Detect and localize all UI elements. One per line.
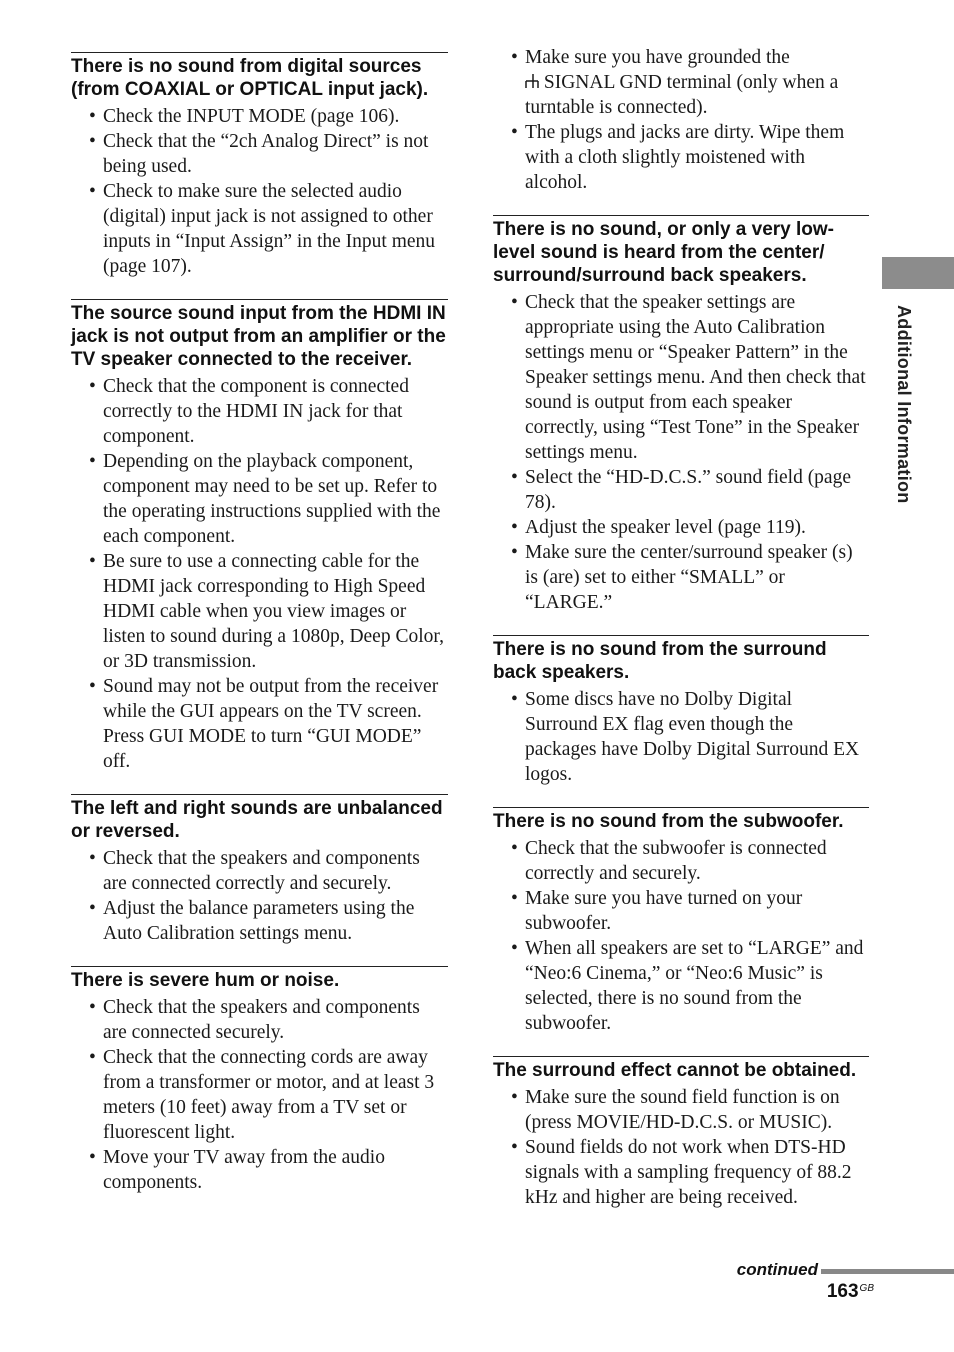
list-item: • Make sure the sound field function is on (press MOVIE/HD-D.C.S. or MUSIC).: [525, 1085, 869, 1135]
list-item: • Adjust the speaker level (page 119).: [525, 515, 869, 540]
bullet-list: [71, 846, 448, 946]
right-column: [493, 45, 869, 1230]
ground-text-after: SIGNAL GND terminal (only when a turntable is connected).: [525, 72, 839, 118]
section-heading: The left and right sounds are unbalanced or reversed.: [71, 798, 443, 842]
list-item: • Check that the speakers and components are connected correctly and securely.: [103, 846, 448, 896]
section-digital-sources: [71, 52, 448, 279]
continued-label: continued: [736, 1260, 818, 1279]
left-column: [71, 52, 448, 1215]
bullet-list-continued: [493, 45, 869, 195]
continued-bar: [821, 1269, 954, 1274]
list-item: • Depending on the playback component, component may need to be set up. Refer to the operating instructions supplied with the each component.: [103, 449, 448, 549]
section-left-right-unbalanced: [71, 794, 448, 946]
list-item: • Be sure to use a connecting cable for the HDMI jack corresponding to High Speed HDMI cable when you view images or listen to sound during a 1080p, Deep Color, or 3D transmission.: [103, 549, 448, 674]
section-surround-back: [493, 635, 869, 787]
bullet-list: [71, 374, 448, 774]
list-item: • The plugs and jacks are dirty. Wipe them with a cloth slightly moistened with alcohol.: [525, 120, 869, 195]
side-tab-label: Additional Information: [894, 305, 914, 504]
list-item: • Check that the “2ch Analog Direct” is not being used.: [103, 129, 448, 179]
section-center-surround-low: [493, 215, 869, 615]
bullet-list: [493, 687, 869, 787]
list-item: • Select the “HD-D.C.S.” sound field (page 78).: [525, 465, 869, 515]
list-item: • Sound fields do not work when DTS-HD signals with a sampling frequency of 88.2 kHz and higher are being received.: [525, 1135, 869, 1210]
list-item: • Make sure the center/surround speaker (s) is (are) set to either “SMALL” or “LARGE.”: [525, 540, 869, 615]
list-item: • When all speakers are set to “LARGE” and “Neo:6 Cinema,” or “Neo:6 Music” is selected, there is no sound from the subwoofer.: [525, 936, 869, 1036]
section-heading: There is no sound from the subwoofer.: [493, 811, 844, 832]
list-item: • Check that the subwoofer is connected correctly and securely.: [525, 836, 869, 886]
bullet-list: [493, 836, 869, 1036]
ground-text-before: Make sure you have grounded the: [525, 47, 790, 68]
page-number-value: 163: [826, 1281, 859, 1302]
bullet-list: [493, 290, 869, 615]
list-item-ground: [525, 45, 869, 120]
section-surround-effect: [493, 1056, 869, 1210]
list-item: • Adjust the balance parameters using the Auto Calibration settings menu.: [103, 896, 448, 946]
bullet-list: [71, 995, 448, 1195]
list-item: • Check that the speakers and components are connected securely.: [103, 995, 448, 1045]
section-heading: There is no sound from digital sources (from COAXIAL or OPTICAL input jack).: [71, 56, 429, 100]
ground-symbol-icon: [525, 73, 539, 89]
side-tab-marker: [882, 257, 954, 289]
section-heading: There is severe hum or noise.: [71, 970, 340, 991]
bullet-list: [493, 1085, 869, 1210]
section-hdmi-in: [71, 299, 448, 774]
section-hum-noise: [71, 966, 448, 1195]
list-item: • Check that the component is connected correctly to the HDMI IN jack for that component.: [103, 374, 448, 449]
section-subwoofer: [493, 807, 869, 1036]
list-item: • Check that the speaker settings are appropriate using the Auto Calibration settings menu or “Speaker Pattern” in the Speaker settings menu. And then check that sound is output from each speaker correctly, using “Test Tone” in the Speaker settings menu.: [525, 290, 869, 465]
bullet-list: [71, 104, 448, 279]
list-item: • Some discs have no Dolby Digital Surround EX flag even though the packages have Dolby Digital Surround EX logos.: [525, 687, 869, 787]
list-item: • Sound may not be output from the receiver while the GUI appears on the TV screen. Press GUI MODE to turn “GUI MODE” off.: [103, 674, 448, 774]
section-heading: There is no sound from the surround back speakers.: [493, 639, 827, 683]
list-item: • Check that the connecting cords are away from a transformer or motor, and at least 3 meters (10 feet) away from a TV set or fluorescent light.: [103, 1045, 448, 1145]
section-heading: The source sound input from the HDMI IN jack is not output from an amplifier or the TV speaker connected to the receiver.: [71, 303, 446, 370]
list-item: • Check to make sure the selected audio (digital) input jack is not assigned to other inputs in “Input Assign” in the Input menu (page 107).: [103, 179, 448, 279]
section-heading: There is no sound, or only a very low-level sound is heard from the center/ surround/surround back speakers.: [493, 219, 835, 286]
list-item: • Make sure you have turned on your subwoofer.: [525, 886, 869, 936]
section-heading: The surround effect cannot be obtained.: [493, 1060, 857, 1081]
list-item: • Move your TV away from the audio components.: [103, 1145, 448, 1195]
page-number: [800, 1281, 874, 1303]
list-item: • Check the INPUT MODE (page 106).: [103, 104, 448, 129]
page-suffix: GB: [859, 1283, 874, 1294]
